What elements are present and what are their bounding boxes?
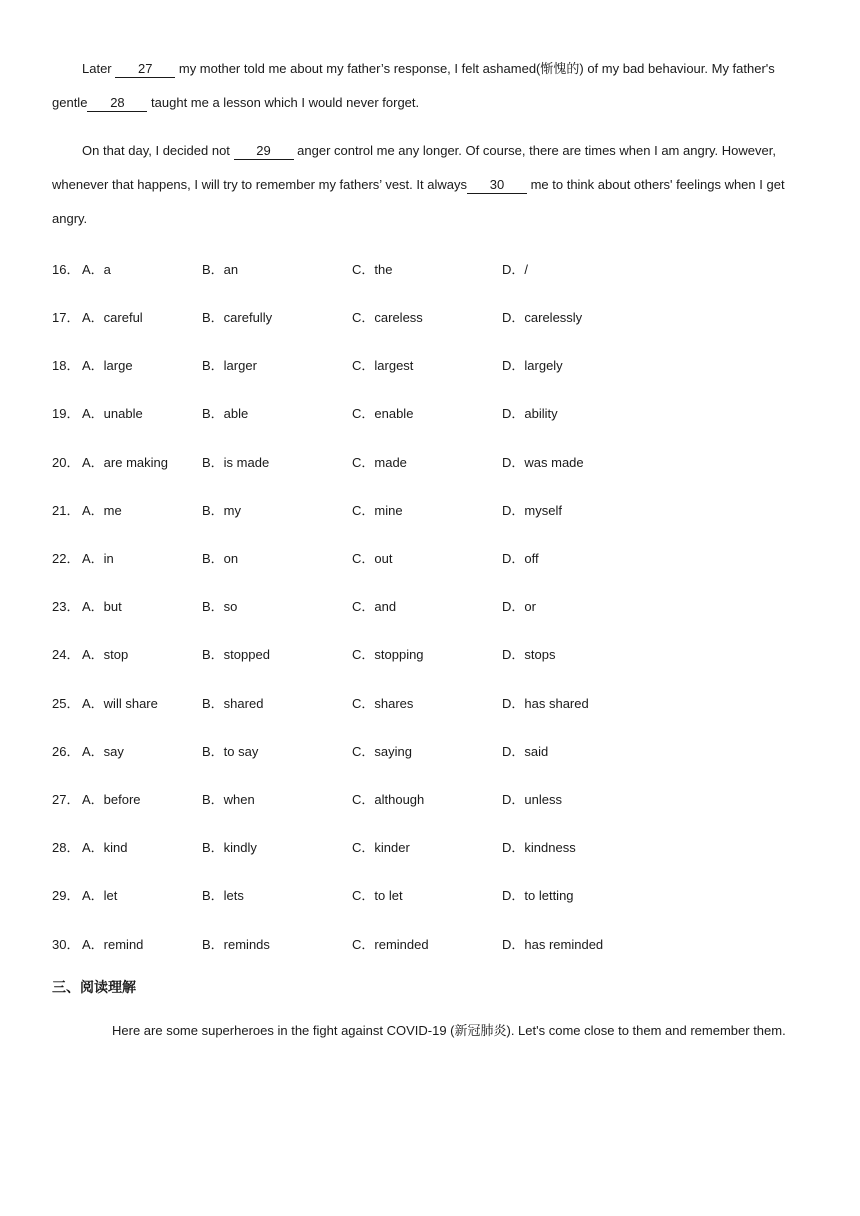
option-a: A．in <box>82 551 114 566</box>
option-c: C．mine <box>352 503 403 518</box>
question-row <box>52 355 772 375</box>
question-row <box>52 452 772 472</box>
option-a: A．remind <box>82 937 144 952</box>
passage-paragraph-2 <box>52 134 812 236</box>
question-number: 25． <box>52 696 80 711</box>
question-row <box>52 741 772 761</box>
option-c: C．out <box>352 551 393 566</box>
option-d: D．said <box>502 744 549 759</box>
option-b: B．on <box>202 551 239 566</box>
passage-paragraph-1 <box>52 52 812 120</box>
option-d: D．unless <box>502 792 562 807</box>
option-a: A．say <box>82 744 124 759</box>
option-c: C．reminded <box>352 937 429 952</box>
option-d: D．off <box>502 551 539 566</box>
option-a: A．careful <box>82 310 143 325</box>
option-c: C．kinder <box>352 840 410 855</box>
option-a: A．me <box>82 503 122 518</box>
option-d: D．or <box>502 599 536 614</box>
option-d: D．was made <box>502 455 584 470</box>
text-span: taught me a lesson which I would never forget. <box>147 95 420 110</box>
text-span: Later <box>82 61 116 76</box>
question-number: 30． <box>52 937 80 952</box>
question-number: 27． <box>52 792 80 807</box>
question-number: 28． <box>52 840 80 855</box>
option-d: D．stops <box>502 647 556 662</box>
question-number: 18． <box>52 358 80 373</box>
option-b: B．is made <box>202 455 270 470</box>
option-b: B．reminds <box>202 937 270 952</box>
option-b: B．shared <box>202 696 264 711</box>
question-number: 19． <box>52 406 80 421</box>
option-d: D．ability <box>502 406 558 421</box>
question-row <box>52 934 772 954</box>
question-row <box>52 885 772 905</box>
blank-30: 30 <box>467 177 527 194</box>
option-b: B．when <box>202 792 255 807</box>
question-row <box>52 403 772 423</box>
section-title: 三、阅读理解 <box>52 979 136 995</box>
option-c: C．shares <box>352 696 414 711</box>
option-a: A．a <box>82 262 111 277</box>
option-a: A．stop <box>82 647 129 662</box>
option-c: C．and <box>352 599 397 614</box>
option-b: B．to say <box>202 744 259 759</box>
question-row <box>52 837 772 857</box>
option-c: C．to let <box>352 888 403 903</box>
option-b: B．able <box>202 406 249 421</box>
blank-28: 28 <box>87 95 147 112</box>
reading-intro-paragraph: Here are some superheroes in the fight against COVID-19 (新冠肺炎). Let's come close to them and remember them. <box>112 1023 786 1038</box>
question-number: 17． <box>52 310 80 325</box>
option-a: A．before <box>82 792 141 807</box>
question-number: 24． <box>52 647 80 662</box>
option-a: A．large <box>82 358 133 373</box>
option-a: A．will share <box>82 696 158 711</box>
option-d: D．to letting <box>502 888 574 903</box>
option-c: C．stopping <box>352 647 424 662</box>
blank-29: 29 <box>234 143 294 160</box>
question-row <box>52 259 772 279</box>
question-row <box>52 307 772 327</box>
text-span: On that day, I decided not <box>82 143 234 158</box>
option-a: A．kind <box>82 840 128 855</box>
option-d: D．largely <box>502 358 563 373</box>
question-number: 16． <box>52 262 80 277</box>
option-b: B．stopped <box>202 647 270 662</box>
option-a: A．let <box>82 888 118 903</box>
question-number: 20． <box>52 455 80 470</box>
question-number: 22． <box>52 551 80 566</box>
option-d: D．carelessly <box>502 310 583 325</box>
question-row <box>52 644 772 664</box>
option-b: B．carefully <box>202 310 273 325</box>
option-d: D．/ <box>502 262 529 277</box>
option-b: B．an <box>202 262 239 277</box>
option-b: B．so <box>202 599 238 614</box>
option-c: C．the <box>352 262 393 277</box>
question-number: 21． <box>52 503 80 518</box>
question-row <box>52 596 772 616</box>
question-row <box>52 548 772 568</box>
option-b: B．lets <box>202 888 244 903</box>
option-a: A．but <box>82 599 122 614</box>
option-c: C．saying <box>352 744 412 759</box>
question-number: 23． <box>52 599 80 614</box>
option-a: A．unable <box>82 406 143 421</box>
blank-27: 27 <box>115 61 175 78</box>
question-row <box>52 789 772 809</box>
question-row <box>52 693 772 713</box>
option-d: D．myself <box>502 503 562 518</box>
text-span: me to think about others' feelings when I get angry. <box>52 177 785 226</box>
question-number: 26． <box>52 744 80 759</box>
option-c: C．made <box>352 455 407 470</box>
option-c: C．careless <box>352 310 423 325</box>
option-b: B．larger <box>202 358 257 373</box>
option-d: D．has reminded <box>502 937 604 952</box>
text-span: anger control me any longer. Of course, there are times when I am angry. However, whenever that happens, I will try to remember my fathers’ vest. It always <box>52 143 776 192</box>
option-d: D．kindness <box>502 840 576 855</box>
option-a: A．are making <box>82 455 168 470</box>
question-number: 29． <box>52 888 80 903</box>
option-c: C．largest <box>352 358 414 373</box>
option-b: B．my <box>202 503 242 518</box>
option-c: C．although <box>352 792 425 807</box>
text-span: my mother told me about my father’s response, I felt ashamed(惭愧的) of my bad behaviour. My father's gentle <box>52 61 775 110</box>
question-row <box>52 500 772 520</box>
option-c: C．enable <box>352 406 414 421</box>
option-d: D．has shared <box>502 696 589 711</box>
option-b: B．kindly <box>202 840 257 855</box>
